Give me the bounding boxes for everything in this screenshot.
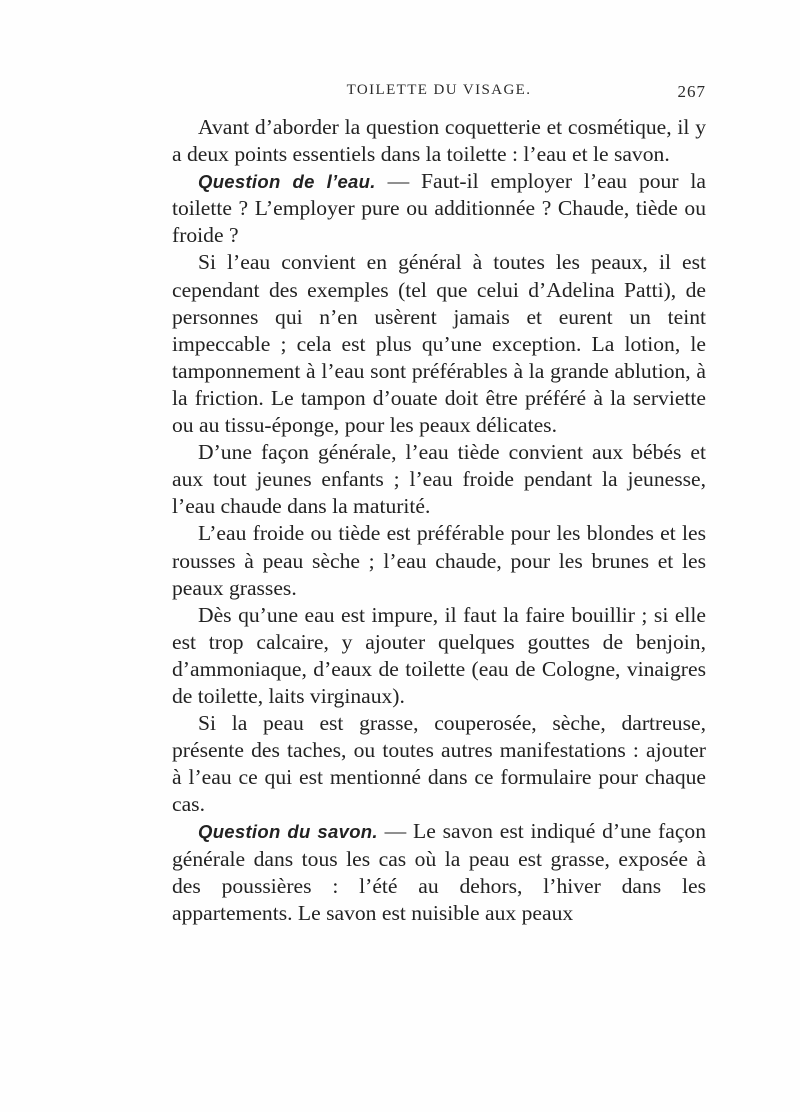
paragraph-soap-question	[172, 818, 706, 926]
paragraph-soap-question-text: — Le savon est indiqué d’une façon générale dans tous les cas où la peau est grasse, exposée à des poussières : l’été au dehors, l’hiver dans les appartements. Le savon est nuisible aux peaux	[172, 819, 706, 925]
section-heading-soap: Question du savon.	[198, 821, 378, 843]
paragraph-intro: Avant d’aborder la question coquetterie et cosmétique, il y a deux points essentiels dans la toilette : l’eau et le savon.	[172, 115, 706, 167]
paragraph-water-hair: L’eau froide ou tiède est préférable pour les blondes et les rousses à peau sèche ; l’eau chaude, pour les brunes et les peaux grasses.	[172, 521, 706, 600]
page-number: 267	[677, 82, 706, 101]
paragraph-water-impure: Dès qu’une eau est impure, il faut la faire bouillir ; si elle est trop calcaire, y ajouter quelques gouttes de benjoin, d’ammoniaque, d’eaux de toilette (eau de Cologne, vinaigres de toilette, laits virginaux).	[172, 602, 706, 708]
paragraph-water-skin: Si la peau est grasse, couperosée, sèche, dartreuse, présente des taches, ou toutes autres manifestations : ajouter à l’eau ce qui est mentionné dans ce formulaire pour chaque cas.	[172, 711, 706, 817]
paragraph-water-ages: D’une façon générale, l’eau tiède convient aux bébés et aux tout jeunes enfants ; l’eau froide pendant la jeunesse, l’eau chaude dans la maturité.	[172, 440, 706, 519]
body-text	[172, 114, 706, 927]
running-head	[172, 82, 706, 106]
running-title: TOILETTE DU VISAGE.	[346, 82, 532, 98]
section-heading-water: Question de l’eau.	[198, 171, 376, 193]
paragraph-water-question	[172, 168, 706, 249]
paragraph-water-general: Si l’eau convient en général à toutes les peaux, il est cependant des exemples (tel que celui d’Adelina Patti), de personnes qui n’en usèrent jamais et eurent un teint impeccable ; cela est plus qu’une exception. La lotion, le tamponnement à l’eau sont préférables à la grande ablution, à la friction. Le tampon d’ouate doit être préféré à la serviette ou au tissu-éponge, pour les peaux délicates.	[172, 250, 706, 438]
paragraph-water-question-text: — Faut-il employer l’eau pour la toilette ? L’employer pure ou additionnée ? Chaude, tiède ou froide ?	[172, 169, 706, 248]
